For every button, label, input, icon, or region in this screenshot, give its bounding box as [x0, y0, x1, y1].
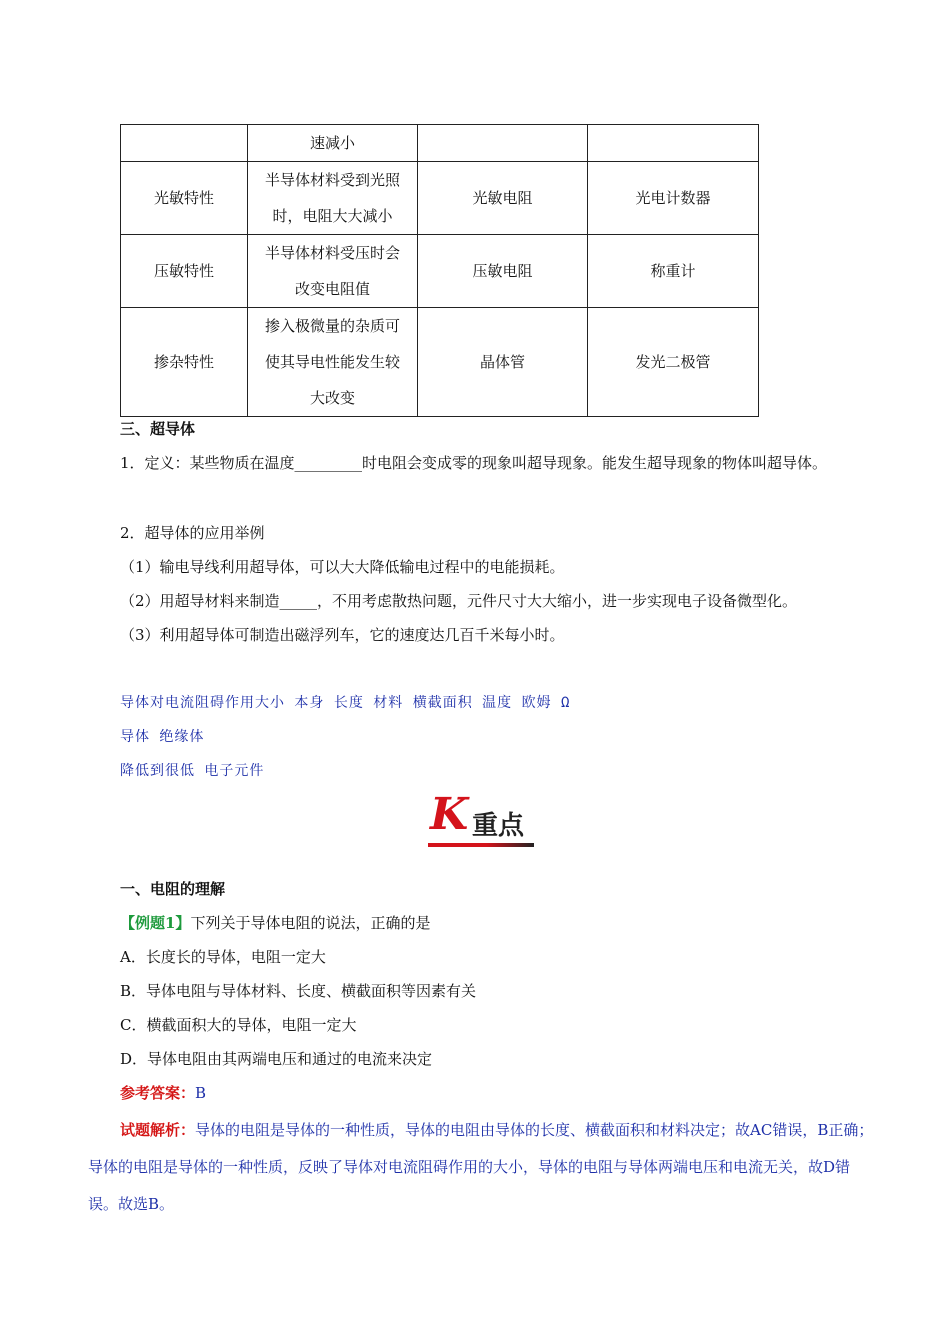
semiconductor-properties-table	[120, 124, 759, 417]
application-item: （3）利用超导体可制造出磁浮列车，它的速度达几百千米每小时。	[120, 626, 565, 644]
table-cell	[588, 125, 759, 162]
table-cell: 光敏特性	[121, 162, 248, 235]
example-question: 【例题1】下列关于导体电阻的说法，正确的是	[120, 914, 431, 932]
logo-text: 重点	[472, 811, 525, 841]
reference-answer: 参考答案：B	[120, 1084, 207, 1102]
table-cell: 掺杂特性	[121, 308, 248, 417]
table-cell: 掺入极微量的杂质可 使其导电性能发生较 大改变	[248, 308, 418, 417]
table-cell: 半导体材料受到光照 时，电阻大大减小	[248, 162, 418, 235]
table-cell: 晶体管	[418, 308, 588, 417]
application-title: 2．超导体的应用举例	[120, 524, 265, 542]
table-cell	[121, 125, 248, 162]
analysis-paragraph: 试题解析：导体的电阻是导体的一种性质，导体的电阻由导体的长度、横截面积和材料决定；故AC错误，B正确；导体的电阻是导体的一种性质，反映了导体对电流阻碍作用的大小，导体的电阻与导体两端电压和电流无关，故D错误。故选B。	[88, 1121, 874, 1213]
table-row	[121, 308, 759, 417]
table-cell: 光电计数器	[588, 162, 759, 235]
answer-key-line: 导体对电流阻碍作用大小 本身 长度 材料 横截面积 温度 欧姆 Ω	[120, 695, 571, 711]
definition-paragraph: 1．定义：某些物质在温度_________时电阻会变成零的现象叫超导现象。能发生超导现象的物体叫超导体。	[120, 454, 828, 472]
option-c: C．横截面积大的导体，电阻一定大	[120, 1016, 357, 1034]
application-item: （2）用超导材料来制造_____，不用考虑散热问题，元件尺寸大大缩小，进一步实现电子设备微型化。	[120, 592, 798, 610]
section-title-resistance: 一、电阻的理解	[120, 880, 226, 898]
option-a: A．长度长的导体，电阻一定大	[120, 948, 326, 966]
key-points-logo	[428, 789, 536, 849]
table-cell: 压敏特性	[121, 235, 248, 308]
logo-underline	[428, 843, 534, 847]
answer-key-line: 导体 绝缘体	[120, 729, 205, 745]
section-title-superconductor: 三、超导体	[120, 420, 196, 438]
table-row	[121, 125, 759, 162]
example-tag: 【例题1】	[120, 914, 191, 932]
answer-key-line: 降低到很低 电子元件	[120, 763, 265, 779]
table-cell: 光敏电阻	[418, 162, 588, 235]
table-cell: 压敏电阻	[418, 235, 588, 308]
table-cell: 发光二极管	[588, 308, 759, 417]
fill-blank: _________	[294, 454, 363, 472]
table-row	[121, 162, 759, 235]
table-cell: 半导体材料受压时会 改变电阻值	[248, 235, 418, 308]
table-cell: 速减小	[248, 125, 418, 162]
table-cell	[418, 125, 588, 162]
option-d: D．导体电阻由其两端电压和通过的电流来决定	[120, 1050, 433, 1068]
application-item: （1）输电导线利用超导体，可以大大降低输电过程中的电能损耗。	[120, 558, 565, 576]
table-cell: 称重计	[588, 235, 759, 308]
table-row	[121, 235, 759, 308]
option-b: B．导体电阻与导体材料、长度、横截面积等因素有关	[120, 982, 477, 1000]
logo-letter: K	[430, 789, 469, 840]
